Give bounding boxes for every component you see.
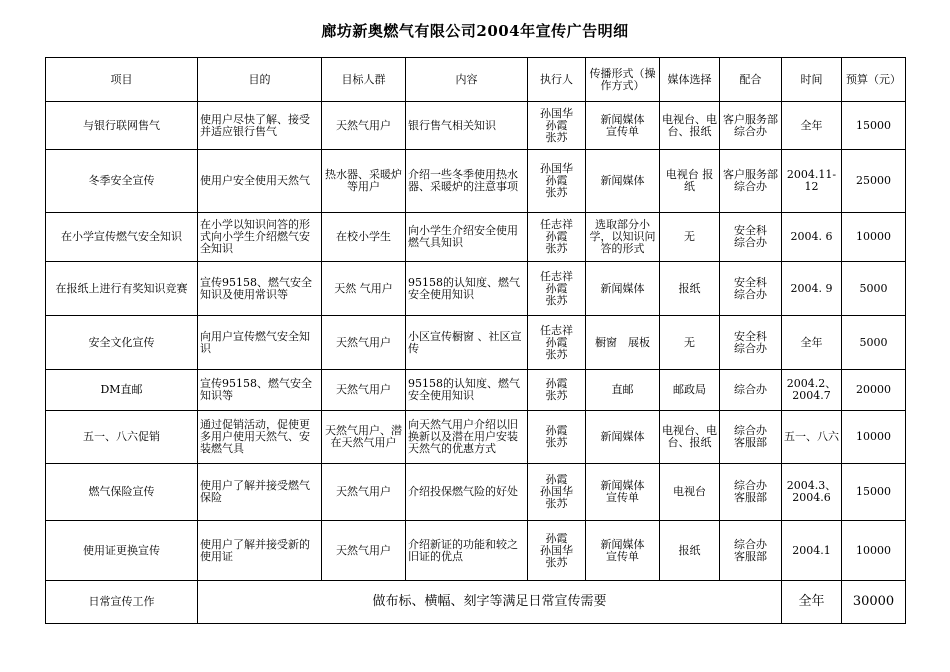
table-cell: 孙国华 孙霞 张苏 [528,102,586,150]
table-row [46,370,906,411]
daily-project: 日常宣传工作 [46,581,198,624]
table-cell: 全年 [782,316,842,370]
table-cell: DM直邮 [46,370,198,411]
table-cell: 综合办 [720,370,782,411]
header-cell: 传播形式（操作方式） [586,58,660,102]
header-cell: 预算（元） [842,58,906,102]
table-cell: 安全科 综合办 [720,316,782,370]
table-cell: 介绍新证的功能和较之旧证的优点 [406,521,528,581]
table-row [46,316,906,370]
table-cell: 在小学以知识问答的形式向小学生介绍燃气安全知识 [198,213,322,262]
table-cell: 天然 气用户 [322,262,406,316]
table-cell: 5000 [842,262,906,316]
table-cell: 天然气用户 [322,464,406,521]
table-cell: 综合办 客服部 [720,521,782,581]
table-row [46,411,906,464]
table-cell: 10000 [842,411,906,464]
table-cell: 5000 [842,316,906,370]
table-cell: 向小学生介绍安全使用燃气具知识 [406,213,528,262]
table-cell: 小区宣传橱窗 、社区宣传 [406,316,528,370]
page-title: 廊坊新奥燃气有限公司2004年宣传广告明细 [321,22,629,40]
table-cell: 孙霞 张苏 [528,411,586,464]
header-cell: 执行人 [528,58,586,102]
table-cell: 任志祥 孙霞 张苏 [528,262,586,316]
table-cell: 2004.11-12 [782,150,842,213]
table-row [46,464,906,521]
table-cell: 直邮 [586,370,660,411]
header-cell: 项目 [46,58,198,102]
table-cell: 客户服务部 综合办 [720,102,782,150]
header-cell: 时间 [782,58,842,102]
table-cell: 新闻媒体 宣传单 [586,464,660,521]
daily-work-row [46,581,906,624]
header-cell: 媒体选择 [660,58,720,102]
table-cell: 2004. 6 [782,213,842,262]
table-cell: 天然气用户、潜在天然气用户 [322,411,406,464]
table-cell: 五一、八六促销 [46,411,198,464]
header-cell: 目标人群 [322,58,406,102]
table-cell: 孙霞 孙国华 张苏 [528,521,586,581]
table-cell: 使用证更换宣传 [46,521,198,581]
table-cell: 在报纸上进行有奖知识竞赛 [46,262,198,316]
table-cell: 向用户宣传燃气安全知识 [198,316,322,370]
table-cell: 宣传95158、燃气安全知识及使用常识等 [198,262,322,316]
table-cell: 2004. 9 [782,262,842,316]
table-cell: 10000 [842,213,906,262]
table-cell: 客户服务部综合办 [720,150,782,213]
table-cell: 邮政局 [660,370,720,411]
table-cell: 安全科 综合办 [720,262,782,316]
table-cell: 选取部分小学，以知识问答的形式 [586,213,660,262]
table-cell: 电视台、电台、报纸 [660,411,720,464]
table-cell: 无 [660,316,720,370]
table-cell: 使用户尽快了解、接受并适应银行售气 [198,102,322,150]
table-cell: 综合办 客服部 [720,411,782,464]
daily-budget: 30000 [842,581,906,624]
table-cell: 20000 [842,370,906,411]
table-cell: 25000 [842,150,906,213]
table-cell: 任志祥 孙霞 张苏 [528,316,586,370]
table-cell: 新闻媒体 [586,411,660,464]
table-row [46,102,906,150]
table-cell: 安全文化宣传 [46,316,198,370]
table-cell: 通过促销活动，促使更多用户使用天然气、安装燃气具 [198,411,322,464]
table-cell: 2004.3、2004.6 [782,464,842,521]
header-cell: 内容 [406,58,528,102]
table-cell: 天然气用户 [322,370,406,411]
table-cell: 孙国华 孙霞 张苏 [528,150,586,213]
table-cell: 银行售气相关知识 [406,102,528,150]
table-cell: 报纸 [660,521,720,581]
table-cell: 2004.1 [782,521,842,581]
ad-detail-table [45,57,906,624]
table-cell: 介绍一些冬季使用热水器、采暖炉的注意事项 [406,150,528,213]
table-cell: 报纸 [660,262,720,316]
table-cell: 与银行联网售气 [46,102,198,150]
table-cell: 15000 [842,102,906,150]
table-cell: 燃气保险宣传 [46,464,198,521]
table-cell: 电视台 [660,464,720,521]
table-cell: 10000 [842,521,906,581]
table-cell: 在校小学生 [322,213,406,262]
table-cell: 无 [660,213,720,262]
table-cell: 95158的认知度、燃气安全使用知识 [406,370,528,411]
table-cell: 全年 [782,102,842,150]
table-cell: 孙霞 孙国华 张苏 [528,464,586,521]
table-cell: 天然气用户 [322,521,406,581]
table-cell: 15000 [842,464,906,521]
daily-content: 做布标、横幅、刻字等满足日常宣传需要 [198,581,782,624]
table-cell: 95158的认知度、燃气安全使用知识 [406,262,528,316]
table-cell: 橱窗 展板 [586,316,660,370]
header-cell: 目的 [198,58,322,102]
table-cell: 2004.2、2004.7 [782,370,842,411]
table-row [46,262,906,316]
table-row [46,521,906,581]
table-cell: 综合办 客服部 [720,464,782,521]
header-cell: 配合 [720,58,782,102]
table-cell: 向天然气用户介绍以旧换新以及潜在用户安装天然气的优惠方式 [406,411,528,464]
table-cell: 宣传95158、燃气安全知识等 [198,370,322,411]
table-cell: 热水器、采暖炉等用户 [322,150,406,213]
table-cell: 新闻媒体 宣传单 [586,102,660,150]
table-cell: 任志祥 孙霞 张苏 [528,213,586,262]
table-cell: 安全科 综合办 [720,213,782,262]
table-cell: 使用户了解并接受新的使用证 [198,521,322,581]
header-row [46,58,906,102]
table-cell: 新闻媒体 [586,150,660,213]
table-cell: 新闻媒体 宣传单 [586,521,660,581]
table-row [46,213,906,262]
table-cell: 新闻媒体 [586,262,660,316]
table-cell: 使用户安全使用天然气 [198,150,322,213]
table-cell: 电视台 报纸 [660,150,720,213]
table-cell: 介绍投保燃气险的好处 [406,464,528,521]
table-cell: 孙霞 张苏 [528,370,586,411]
table-cell: 冬季安全宣传 [46,150,198,213]
table-cell: 在小学宣传燃气安全知识 [46,213,198,262]
table-cell: 使用户了解并接受燃气保险 [198,464,322,521]
table-row [46,150,906,213]
table-cell: 天然气用户 [322,316,406,370]
table-cell: 电视台、电台、报纸 [660,102,720,150]
daily-time: 全年 [782,581,842,624]
table-cell: 五一、八六 [782,411,842,464]
table-cell: 天然气用户 [322,102,406,150]
